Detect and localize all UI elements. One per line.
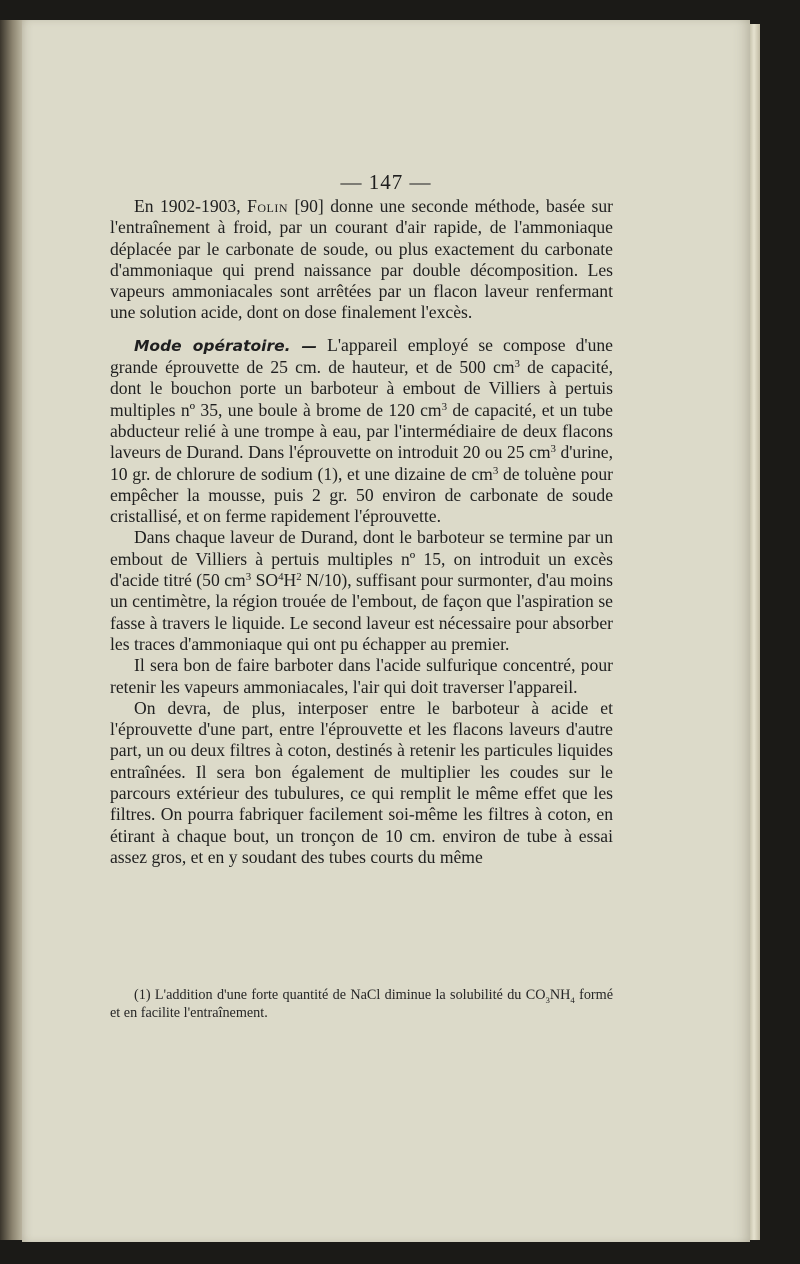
section-heading: Mode opératoire. — — [134, 336, 318, 355]
footnote: (1) L'addition d'une forte quantité de NaCl diminue la solubilité du $CO_3NH_4$ formé et en facilite l'entraînement. — [110, 987, 613, 1021]
paragraph-3: Dans chaque laveur de Durand, dont le barboteur se termine par un embout de Villiers à pertuis multiples nº 15, on introduit un excès d'acide titré (50 $cm^3$ $SO^4H^2$ N/10), suffisant pour surmonter, d'au moins un centimètre, la région trouée de l'embout, de façon que l'aspiration se fasse à travers le liquide. Le second laveur est nécessaire pour absorber les traces d'ammoniaque qui ont pu échapper au premier. — [110, 527, 613, 654]
page-number: — 147 — — [340, 170, 432, 194]
author-name: Folin — [247, 196, 289, 216]
paragraph-5: On devra, de plus, interposer entre le barboteur à acide et l'éprouvette d'une part, entre l'éprouvette et les flacons laveurs d'autre part, un ou deux filtres à coton, destinés à retenir les particules liquides entraînées. Il sera bon également de multiplier les coudes sur le parcours extérieur des tubulures, ce qui remplit le même effet que les filtres. On pourra fabriquer facilement soi-même les filtres à coton, en étirant à chaque bout, un tronçon de 10 cm. environ de tube à essai assez gros, et en y soudant des tubes courts du même — [110, 697, 613, 867]
paragraph-2: Mode opératoire. — L'appareil employé se compose d'une grande éprouvette de 25 cm. de hauteur, et de 500 $cm^3$ de capacité, dont le bouchon porte un barboteur à embout de Villiers à pertuis multiples nº 35, une boule à brome de 120 $cm^3$ de capacité, et un tube abducteur relié à une trompe à eau, par l'intermédiaire de deux flacons laveurs de Durand. Dans l'éprouvette on introduit 20 ou 25 $cm^3$ d'urine, 10 gr. de chlorure de sodium (1), et une dizaine de $cm^3$ de toluène pour empêcher la mousse, puis 2 gr. 50 environ de carbonate de soude cristallisé, et on ferme rapidement l'éprouvette. — [110, 334, 614, 527]
book-spine — [0, 20, 22, 1240]
paragraph-1: En 1902-1903, Folin [90] donne une seconde méthode, basée sur l'entraînement à froid, par un courant d'air rapide, de l'ammoniaque déplacée par le carbonate de soude, ou plus exactement du carbonate d'ammoniaque qui prend naissance par double décomposition. Les vapeurs ammoniacales sont arrêtées par un flacon laveur renfermant une solution acide, dont on dose finalement l'excès. — [110, 196, 613, 323]
paragraph-4: Il sera bon de faire barboter dans l'acide sulfurique concentré, pour retenir les vapeurs ammoniacales, l'air qui doit traverser l'appareil. — [110, 655, 613, 697]
body-text — [110, 196, 613, 868]
page-edge — [750, 24, 760, 1240]
